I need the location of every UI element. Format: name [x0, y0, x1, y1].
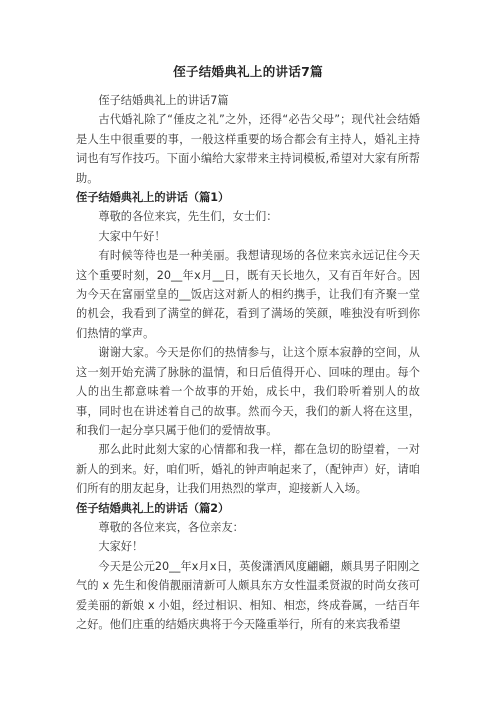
paragraph: 有时候等待也是一种美丽。我想请现场的各位来宾永远记住今天这个重要时刻，20__年x月__日，既有天长地久，又有百年好合。因为今天在富丽堂皇的__饭店这对新人的相约携手，让我们有齐聚一堂的机会，我看到了满堂的鲜花，看到了满场的笑颜，唯独没有听到你们热情的掌声。 [76, 249, 420, 340]
section-2 [76, 499, 420, 635]
section-heading: 侄子结婚典礼上的讲话（篇2） [76, 501, 230, 515]
document-subtitle: 侄子结婚典礼上的讲话7篇 [98, 94, 229, 107]
paragraph: 大家中午好！ [98, 229, 166, 243]
paragraph: 大家好！ [98, 540, 144, 554]
paragraph: 尊敬的各位来宾，各位亲友： [98, 520, 244, 534]
section-1 [76, 188, 420, 499]
document-title: 侄子结婚典礼上的讲话7篇 [173, 64, 323, 79]
paragraph: 谢谢大家。今天是你们的热情参与，让这个原本寂静的空间，从这一刻开始充满了脉脉的温情，和日后值得开心、回味的理由。每个人的出生都意味着一个故事的开始，成长中，我们聆听着别人的故事，同时也在讲述着自己的故事。然而今天，我们的新人将在这里，和我们一起分享只属于他们的爱情故事。 [76, 346, 420, 437]
paragraph: 今天是公元20__年x月x日，英俊潇洒风度翩翩，颇具男子阳刚之气的 x 先生和俊俏靓丽清新可人颇具东方女性温柔贤淑的时尚女孩可爱美丽的新娘 x 小姐，经过相识、相知、相恋，终成眷属，一结百年之好。他们庄重的结婚庆典将于今天隆重举行，所有的来宾我希望 [76, 559, 420, 631]
section-heading: 侄子结婚典礼上的讲话（篇1） [76, 191, 230, 205]
intro-paragraph: 古代婚礼除了“倕皮之礼”之外，还得“必告父母”；现代社会结婚是人生中很重要的事，一般这样重要的场合都会有主持人，婚礼主持词也有写作技巧。下面小编给大家带来主持词模板,希望对大家有所帮助。 [76, 113, 420, 185]
paragraph: 那么此时此刻大家的心情都和我一样，都在急切的盼望着，一对新人的到来。好，咱们听，婚礼的钟声响起来了，（配钟声）好，请咱们所有的朋友起身，让我们用热烈的掌声，迎接新人入场。 [76, 443, 420, 496]
paragraph: 尊敬的各位来宾，先生们，女士们： [98, 210, 278, 224]
